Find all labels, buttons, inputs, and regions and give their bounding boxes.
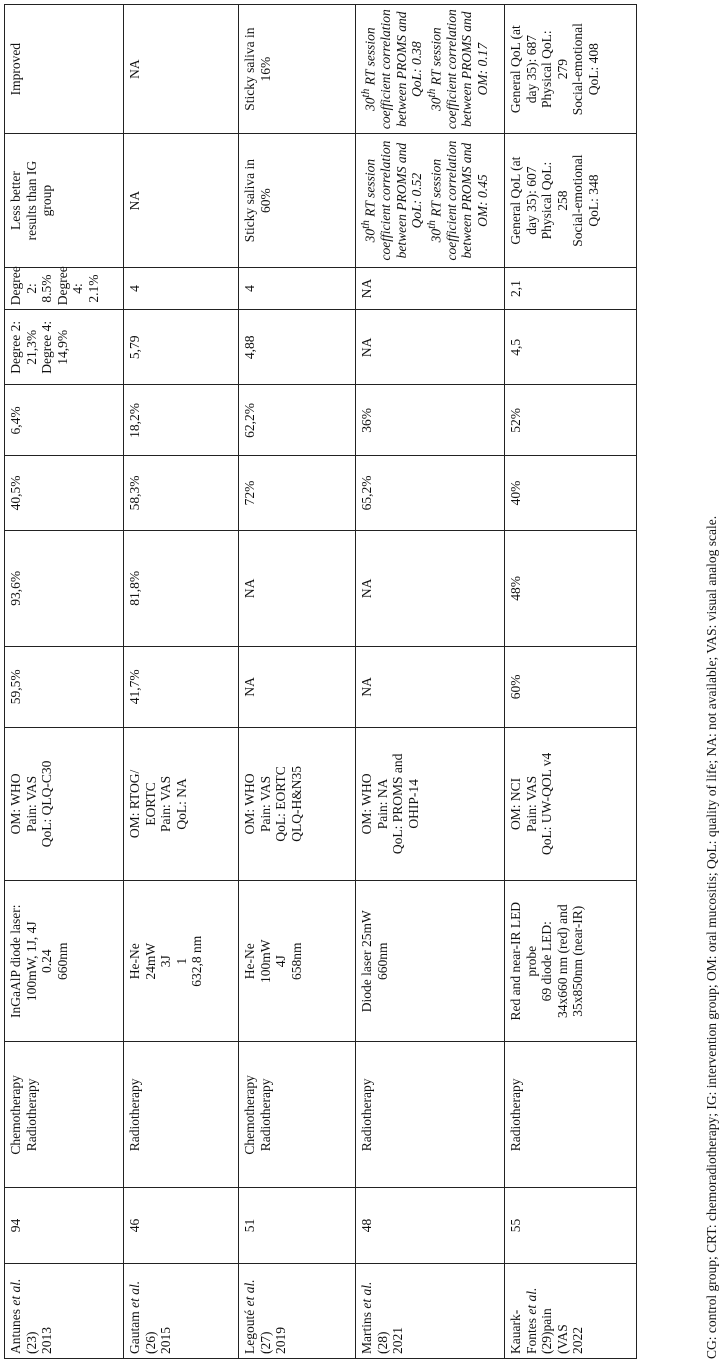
scales-cell: OM: WHO Pain: VAS QoL: EORTC QLQ-H&N35 (239, 727, 356, 881)
study-cell: Legouté et al. (27) 2019 (239, 1263, 356, 1358)
value-cell: 48% (505, 530, 637, 647)
study-cell: Martins et al. (28) 2021 (356, 1263, 505, 1358)
cg-result-cell: 30th RT session coefficient correlation between PROMS and QoL: 0.52 30th RT session coefficient correlation between PROMS and OM: 0.45 (356, 134, 505, 267)
sample-size-cell: 48 (356, 1188, 505, 1263)
value-cell: 81,8% (124, 530, 239, 647)
value-cell: 5,79 (124, 310, 239, 385)
value-cell: 18,2% (124, 385, 239, 456)
cg-result-cell: General QoL (at day 35): 607 Physical QoL: 258 Social-emotional QoL: 348 (505, 134, 637, 267)
sample-size-cell: 46 (124, 1188, 239, 1263)
scales-cell: OM: WHO Pain: VAS QoL: QLQ-C30 (5, 727, 124, 881)
value-cell: 4,5 (505, 310, 637, 385)
ig-result-cell: Improved (5, 5, 124, 134)
value-cell: 6,4% (5, 385, 124, 456)
cg-result-cell: Less better results than IG group (5, 134, 124, 267)
value-cell: 4 (239, 267, 356, 309)
cg-result-cell: Sticky saliva in 60% (239, 134, 356, 267)
study-cell: Gautam et al. (26) 2015 (124, 1263, 239, 1358)
value-cell: NA (356, 310, 505, 385)
scales-cell: OM: NCI Pain: VAS QoL: UW-QOL v4 (505, 727, 637, 881)
value-cell: 72% (239, 456, 356, 530)
value-cell: 59,5% (5, 647, 124, 728)
value-cell: 4,88 (239, 310, 356, 385)
device-cell: Diode laser 25mW 660nm (356, 881, 505, 1042)
device-cell: He-Ne 100mW 4J 658nm (239, 881, 356, 1042)
device-cell: Red and near-IR LED probe 69 diode LED: 34x660 nm (red) and 35x850nm (near-IR) (505, 881, 637, 1042)
cg-result-cell: NA (124, 134, 239, 267)
value-cell: 65,2% (356, 456, 505, 530)
value-cell: 41,7% (124, 647, 239, 728)
value-cell: 58,3% (124, 456, 239, 530)
scales-cell: OM: WHO Pain: NA QoL: PROMS and OHIP-14 (356, 727, 505, 881)
value-cell: NA (356, 530, 505, 647)
table-row (356, 5, 505, 1359)
sample-size-cell: 55 (505, 1188, 637, 1263)
value-cell: 40% (505, 456, 637, 530)
value-cell: NA (239, 530, 356, 647)
table-footnote: CG: control group; CRT: chemoradiotherapy; IG: intervention group; OM: oral mucositis; QoL: quality of life; NA: not available; VAS: visual analog scale. (704, 515, 719, 1359)
table-row (505, 5, 637, 1359)
sample-size-cell: 94 (5, 1188, 124, 1263)
value-cell: NA (356, 647, 505, 728)
ig-result-cell: General QoL (at day 35): 687 Physical QoL: 279 Social-emotional QoL: 408 (505, 5, 637, 134)
ig-result-cell: NA (124, 5, 239, 134)
study-cell: Antunes et al. (23) 2013 (5, 1263, 124, 1358)
value-cell: 4 (124, 267, 239, 309)
value-cell: 93,6% (5, 530, 124, 647)
value-cell: 60% (505, 647, 637, 728)
value-cell: 52% (505, 385, 637, 456)
table-row (5, 5, 124, 1359)
value-cell: 62,2% (239, 385, 356, 456)
sample-size-cell: 51 (239, 1188, 356, 1263)
table-row (239, 5, 356, 1359)
ig-result-cell: Sticky saliva in 16% (239, 5, 356, 134)
device-cell: He-Ne 24mW 3J 1 632,8 nm (124, 881, 239, 1042)
value-cell: NA (239, 647, 356, 728)
ig-result-cell: 30th RT session coefficient correlation between PROMS and QoL: 0.38 30th RT session coefficient correlation between PROMS and OM: 0.17 (356, 5, 505, 134)
scales-cell: OM: RTOG/ EORTC Pain: VAS QoL: NA (124, 727, 239, 881)
value-cell: Degree 2: 21,3% Degree 4: 14,9% (5, 310, 124, 385)
treatment-cell: Radiotherapy (124, 1042, 239, 1188)
study-table (4, 4, 637, 1359)
study-cell: Kauark- Fontes et al. (29)pain (VAS 2022 (505, 1263, 637, 1358)
table-row (124, 5, 239, 1359)
value-cell: NA (356, 267, 505, 309)
treatment-cell: Radiotherapy (356, 1042, 505, 1188)
value-cell: 40,5% (5, 456, 124, 530)
value-cell: Degree 2: 8.5% Degree 4: 2.1% (5, 267, 124, 309)
value-cell: 2,1 (505, 267, 637, 309)
treatment-cell: Radiotherapy (505, 1042, 637, 1188)
value-cell: 36% (356, 385, 505, 456)
treatment-cell: Chemotherapy Radiotherapy (239, 1042, 356, 1188)
device-cell: InGaAlP diode laser: 100mW, 1J, 4J 0.24 660nm (5, 881, 124, 1042)
treatment-cell: Chemotherapy Radiotherapy (5, 1042, 124, 1188)
